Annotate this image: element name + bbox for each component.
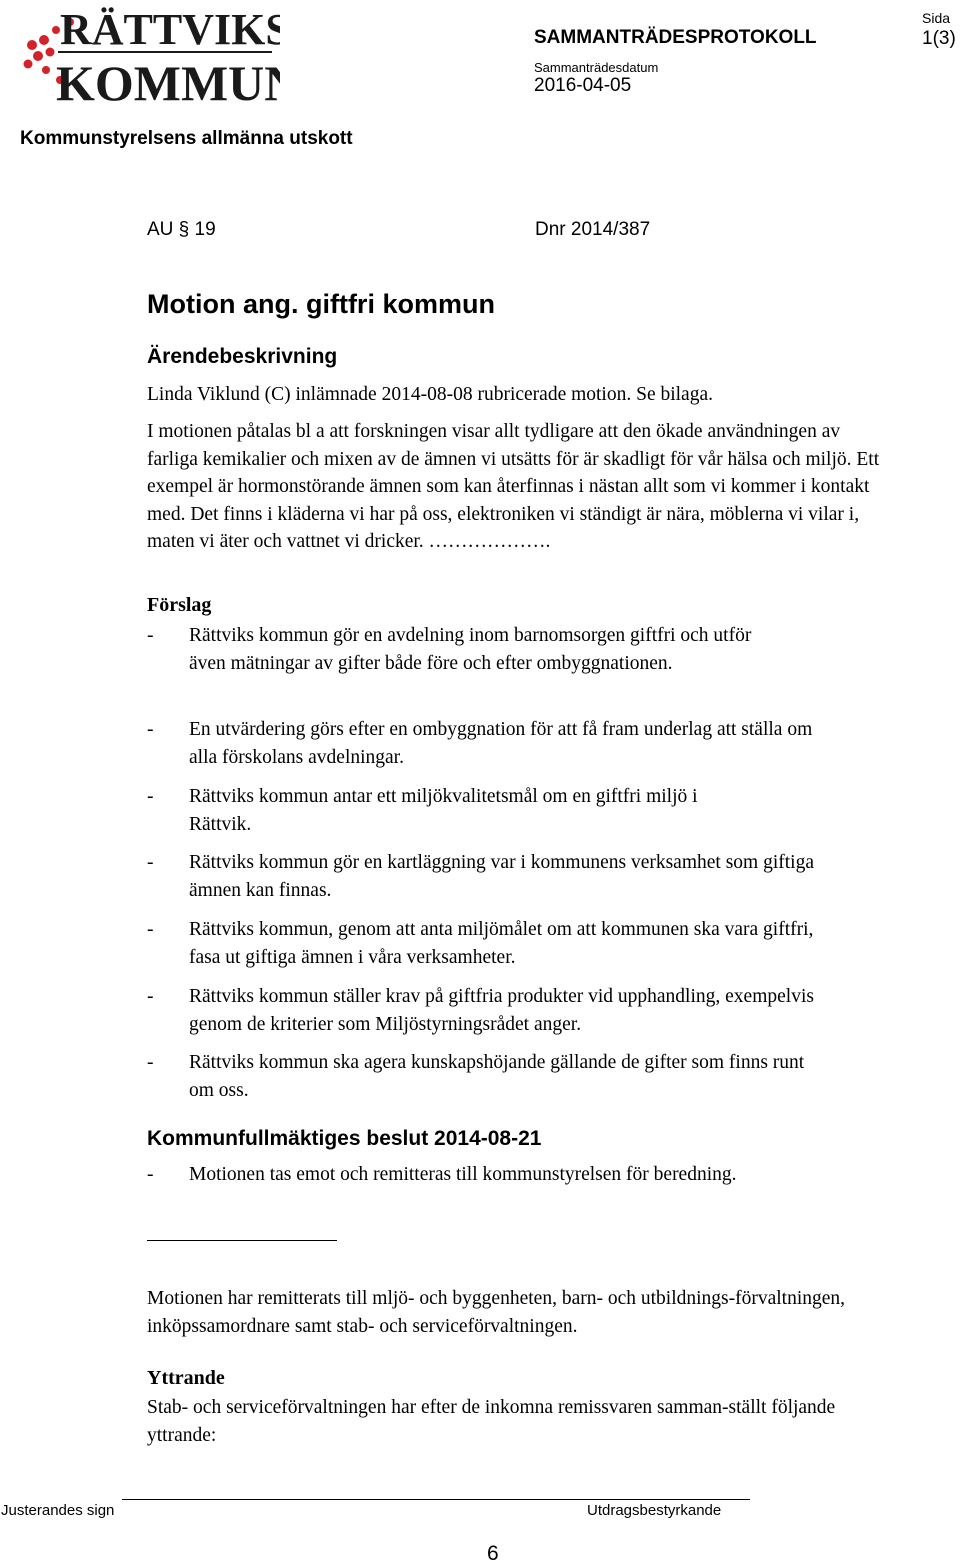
bullet-dash: - — [147, 786, 154, 807]
proposal-item — [147, 716, 867, 771]
council-decision-heading: Kommunfullmäktiges beslut 2014-08-21 — [147, 1127, 542, 1150]
page-label: Sida — [922, 10, 951, 26]
proposal-item-text: Rättviks kommun ska agera kunskapshöjande gällande de gifter som finns runt om oss. — [189, 1052, 805, 1101]
council-decision-item-text: Motionen tas emot och remitteras till kommunstyrelsen för beredning. — [189, 1164, 737, 1185]
statement-heading: Yttrande — [147, 1367, 225, 1389]
logo-berry — [42, 66, 50, 74]
bullet-dash: - — [147, 625, 154, 646]
diary-number: Dnr 2014/387 — [535, 219, 651, 240]
description-intro: Linda Viklund (C) inlämnade 2014-08-08 rubricerade motion. Se bilaga. — [147, 384, 713, 405]
protocol-title: SAMMANTRÄDESPROTOKOLL — [534, 27, 817, 48]
proposal-item-text: Rättviks kommun gör en kartläggning var i kommunens verksamhet som giftiga ämnen kan finnas. — [189, 852, 814, 901]
council-decision-item — [147, 1161, 867, 1189]
committee-name: Kommunstyrelsens allmänna utskott — [20, 128, 353, 149]
page-of: 1(3) — [922, 28, 956, 49]
signatures-label: Justerandes sign — [1, 1502, 115, 1519]
logo-berry — [24, 60, 33, 69]
logo-wordmark-line1: RÄTTVIKS — [60, 5, 280, 54]
logo-berry — [27, 40, 37, 50]
remit-text: Motionen har remitterats till mljö- och byggenheten, barn- och utbildnings-förvaltningen, inköpssamordnare samt stab- och serviceförvaltningen. — [147, 1288, 846, 1337]
proposal-item — [147, 622, 867, 677]
meeting-date-label: Sammanträdesdatum — [534, 60, 659, 75]
logo-berry — [33, 51, 43, 61]
proposal-item — [147, 983, 867, 1038]
section-divider — [147, 1240, 337, 1241]
case-number: AU § 19 — [147, 219, 216, 240]
description-heading: Ärendebeskrivning — [147, 345, 338, 368]
logo-berry — [52, 26, 60, 34]
proposal-item-text: Rättviks kommun antar ett miljökvalitetsmål om en giftfri miljö i Rättvik. — [189, 786, 698, 835]
document-title: Motion ang. giftfri kommun — [147, 289, 495, 319]
proposal-item-text: En utvärdering görs efter en ombyggnation för att få fram underlag att ställa om alla förskolans avdelningar. — [189, 719, 813, 768]
proposal-item — [147, 916, 867, 971]
proposal-item — [147, 849, 867, 904]
footer-rule — [122, 1499, 750, 1500]
bullet-dash: - — [147, 719, 154, 740]
page-number: 6 — [487, 1542, 499, 1565]
bullet-dash: - — [147, 986, 154, 1007]
meeting-date: 2016-04-05 — [534, 75, 632, 96]
proposal-item — [147, 783, 867, 838]
proposal-item-text: Rättviks kommun ställer krav på giftfria produkter vid upphandling, exempelvis genom de kriterier som Miljöstyrningsrådet anger. — [189, 986, 814, 1035]
logo-wordmark-line2: KOMMUN — [56, 55, 280, 108]
bullet-dash: - — [147, 1164, 154, 1185]
bullet-dash: - — [147, 852, 154, 873]
municipality-logo — [10, 0, 280, 108]
bullet-dash: - — [147, 1052, 154, 1073]
logo-berry — [39, 35, 49, 45]
bullet-dash: - — [147, 919, 154, 940]
proposal-item — [147, 1049, 867, 1104]
certification-label: Utdragsbestyrkande — [587, 1502, 722, 1519]
logo-berry — [46, 48, 55, 57]
description-body: I motionen påtalas bl a att forskningen visar allt tydligare att den ökade användningen av farliga kemikalier och mixen av de ämnen vi utsätts för är skadligt för vår hälsa och miljö. Ett exempel är hormonstörande ämnen som kan återfinnas i nästan allt som vi kommer i kontakt med. Det finns i kläderna vi har på oss, elektroniken vi ständigt är nära, möblerna vi vilar i, maten vi äter och vattnet vi dricker. ………………. — [147, 421, 880, 552]
proposal-item-text: Rättviks kommun gör en avdelning inom barnomsorgen giftfri och utför även mätningar av gifter både före och efter ombyggnationen. — [189, 625, 752, 674]
proposal-heading: Förslag — [147, 594, 212, 616]
proposal-item-text: Rättviks kommun, genom att anta miljömålet om att kommunen ska vara giftfri, fasa ut giftiga ämnen i våra verksamheter. — [189, 919, 814, 968]
logo-graphic — [10, 0, 280, 108]
statement-body: Stab- och serviceförvaltningen har efter de inkomna remissvaren samman-ställt följande yttrande: — [147, 1397, 836, 1446]
